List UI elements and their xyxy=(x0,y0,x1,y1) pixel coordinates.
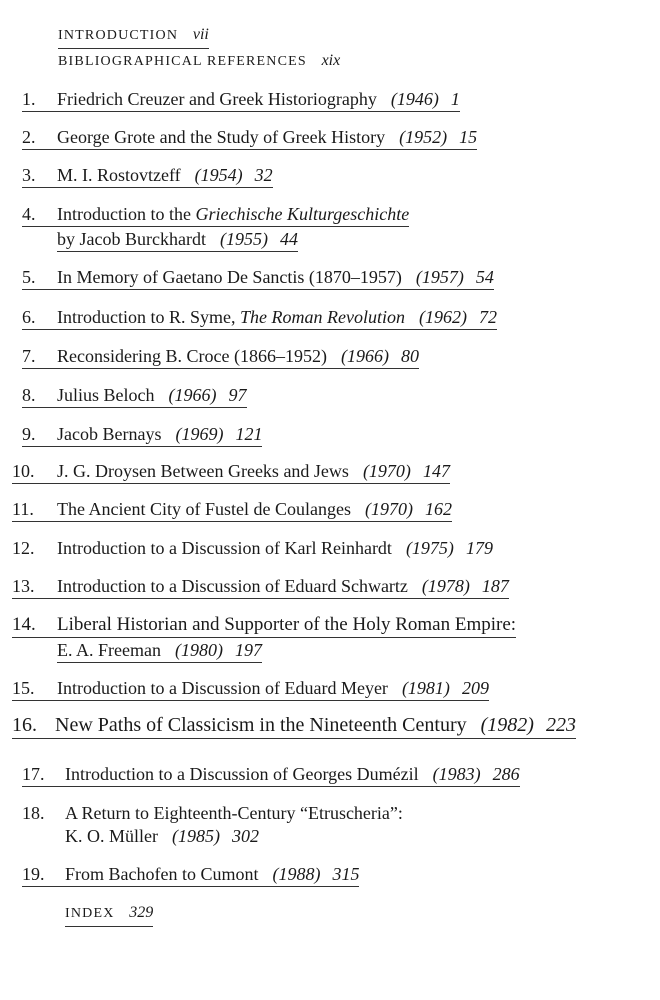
entry-year: (1975) xyxy=(405,538,454,558)
entry-number: 11. xyxy=(12,499,34,519)
entry-number: 5. xyxy=(22,267,36,287)
entry-year: (1946) xyxy=(390,89,439,109)
entry-title: Introduction to the xyxy=(57,204,196,224)
entry-year: (1952) xyxy=(399,127,448,147)
toc-front-bibliography[interactable] xyxy=(58,50,340,73)
entry-page: 72 xyxy=(478,307,497,327)
toc-entry-14-continued[interactable] xyxy=(57,639,262,663)
front-page: xix xyxy=(321,52,341,69)
entry-page: 54 xyxy=(475,267,494,287)
entry-number: 2. xyxy=(22,127,36,147)
back-page: 329 xyxy=(129,904,154,921)
entry-title-italic: Griechische Kulturgeschichte xyxy=(195,204,410,224)
entry-number: 1. xyxy=(22,89,36,109)
entry-page: 286 xyxy=(492,764,520,784)
entry-title: Julius Beloch xyxy=(57,385,155,405)
entry-title: Introduction to a Discussion of Eduard Meyer xyxy=(57,678,388,698)
entry-page: 223 xyxy=(545,714,576,736)
entry-number: 4. xyxy=(22,204,36,224)
front-page: vii xyxy=(192,26,209,43)
entry-year: (1980) xyxy=(174,640,223,660)
front-label: INTRODUCTION xyxy=(58,28,179,43)
entry-year: (1955) xyxy=(219,229,268,249)
entry-title: Introduction to R. Syme, xyxy=(57,307,240,327)
entry-title: George Grote and the Study of Greek History xyxy=(57,127,386,147)
entry-page: 302 xyxy=(232,826,259,846)
toc-entry-12[interactable] xyxy=(12,537,493,559)
entry-title: Introduction to a Discussion of Karl Reinhardt xyxy=(57,538,392,558)
toc-entry-13[interactable] xyxy=(12,575,509,599)
entry-title-italic: The Roman Revolution xyxy=(240,307,405,327)
toc-front-introduction[interactable] xyxy=(58,24,209,49)
toc-entry-2[interactable] xyxy=(22,126,477,150)
entry-year: (1969) xyxy=(175,424,224,444)
entry-number: 13. xyxy=(12,576,35,596)
back-label: INDEX xyxy=(65,906,115,921)
entry-page: 1 xyxy=(450,89,460,109)
toc-entry-1[interactable] xyxy=(22,88,460,112)
entry-page: 187 xyxy=(481,576,509,596)
entry-title: Friedrich Creuzer and Greek Historiography xyxy=(57,89,377,109)
entry-number: 6. xyxy=(22,307,36,327)
entry-page: 121 xyxy=(235,424,263,444)
entry-number: 10. xyxy=(12,461,35,481)
entry-page: 80 xyxy=(400,346,419,366)
entry-title: In Memory of Gaetano De Sanctis (1870–1957) xyxy=(57,267,402,287)
entry-title: Introduction to a Discussion of Eduard Schwartz xyxy=(57,576,408,596)
entry-page: 315 xyxy=(332,864,360,884)
entry-page: 197 xyxy=(234,640,262,660)
entry-number: 18. xyxy=(22,803,45,823)
toc-entry-7[interactable] xyxy=(22,345,419,369)
entry-title: K. O. Müller xyxy=(65,826,158,846)
entry-year: (1988) xyxy=(272,864,321,884)
entry-number: 7. xyxy=(22,346,36,366)
toc-entry-15[interactable] xyxy=(12,677,489,701)
entry-page: 147 xyxy=(422,461,450,481)
entry-year: (1966) xyxy=(168,385,217,405)
entry-year: (1957) xyxy=(415,267,464,287)
entry-year: (1982) xyxy=(480,714,534,736)
entry-page: 209 xyxy=(461,678,489,698)
toc-entry-3[interactable] xyxy=(22,164,273,188)
entry-page: 162 xyxy=(424,499,452,519)
entry-title: Jacob Bernays xyxy=(57,424,162,444)
entry-title: A Return to Eighteenth-Century “Etruscheria”: xyxy=(65,803,403,823)
toc-entry-4[interactable] xyxy=(22,203,409,227)
toc-entry-11[interactable] xyxy=(12,498,452,522)
toc-entry-5[interactable] xyxy=(22,266,494,290)
front-label: BIBLIOGRAPHICAL REFERENCES xyxy=(58,54,307,69)
toc-entry-8[interactable] xyxy=(22,384,247,408)
entry-page: 44 xyxy=(279,229,298,249)
entry-title: by Jacob Burckhardt xyxy=(57,229,206,249)
entry-title: Introduction to a Discussion of Georges Dumézil xyxy=(65,764,419,784)
entry-year: (1983) xyxy=(432,764,481,784)
toc-entry-18[interactable] xyxy=(22,802,403,824)
entry-title: Liberal Historian and Supporter of the Holy Roman Empire: xyxy=(57,614,517,635)
toc-entry-18-continued[interactable] xyxy=(65,825,259,847)
entry-number: 3. xyxy=(22,165,36,185)
entry-page: 15 xyxy=(459,127,478,147)
entry-number: 8. xyxy=(22,385,36,405)
entry-number: 9. xyxy=(22,424,36,444)
entry-year: (1970) xyxy=(362,461,411,481)
entry-title: Reconsidering B. Croce (1866–1952) xyxy=(57,346,327,366)
entry-title: New Paths of Classicism in the Nineteenth Century xyxy=(55,714,467,736)
entry-title: From Bachofen to Cumont xyxy=(65,864,259,884)
toc-entry-17[interactable] xyxy=(22,763,520,787)
toc-entry-4-continued[interactable] xyxy=(57,228,298,252)
entry-title: The Ancient City of Fustel de Coulanges xyxy=(57,499,351,519)
entry-number: 15. xyxy=(12,678,35,698)
toc-entry-19[interactable] xyxy=(22,863,359,887)
entry-year: (1985) xyxy=(172,826,220,846)
entry-year: (1978) xyxy=(421,576,470,596)
entry-title: M. I. Rostovtzeff xyxy=(57,165,181,185)
entry-year: (1970) xyxy=(364,499,413,519)
entry-year: (1954) xyxy=(194,165,243,185)
toc-entry-9[interactable] xyxy=(22,423,262,447)
entry-page: 179 xyxy=(465,538,493,558)
entry-page: 32 xyxy=(254,165,273,185)
entry-year: (1966) xyxy=(340,346,389,366)
entry-number: 14. xyxy=(12,614,36,635)
entry-number: 17. xyxy=(22,764,45,784)
entry-page: 97 xyxy=(228,385,247,405)
entry-number: 19. xyxy=(22,864,45,884)
entry-year: (1962) xyxy=(418,307,467,327)
toc-back-index[interactable] xyxy=(65,902,153,927)
toc-entry-14[interactable] xyxy=(12,614,516,638)
entry-title: J. G. Droysen Between Greeks and Jews xyxy=(57,461,349,481)
toc-entry-10[interactable] xyxy=(12,460,450,484)
entry-number: 12. xyxy=(12,538,35,558)
entry-title: E. A. Freeman xyxy=(57,640,161,660)
entry-number: 16. xyxy=(12,714,37,736)
toc-entry-16[interactable] xyxy=(12,713,576,739)
entry-year: (1981) xyxy=(401,678,450,698)
toc-entry-6[interactable] xyxy=(22,306,497,330)
